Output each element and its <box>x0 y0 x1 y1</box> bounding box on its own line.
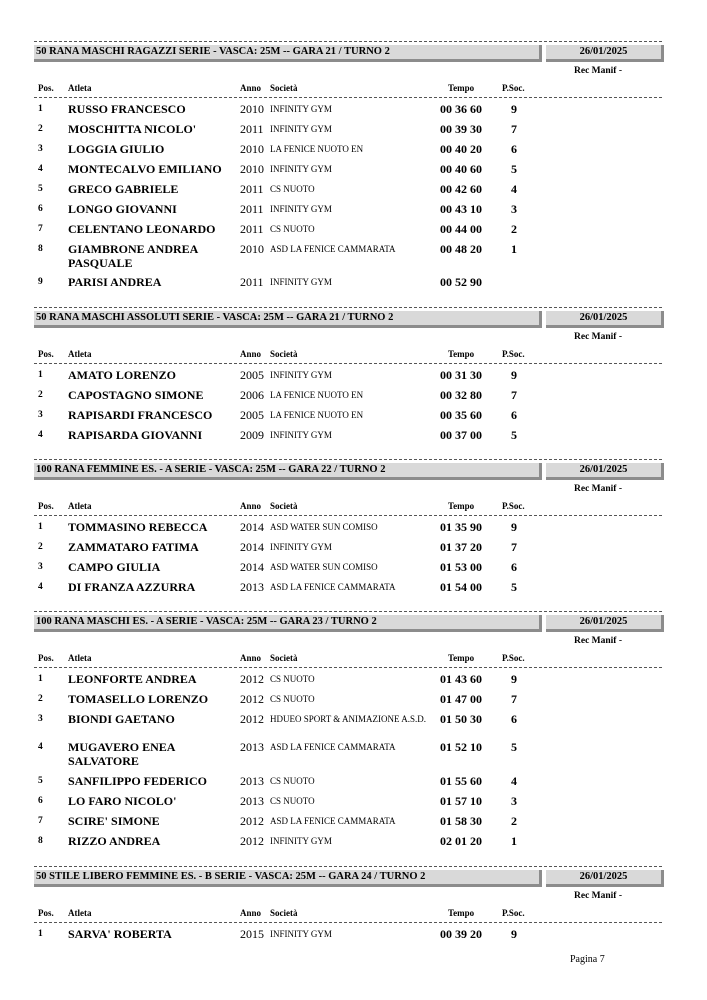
club-name: ASD LA FENICE CAMMARATA <box>270 582 396 592</box>
club-name: INFINITY GYM <box>270 124 332 134</box>
club-points: 9 <box>511 102 517 116</box>
position: 1 <box>38 674 43 684</box>
rec-manif-label: Rec Manif - <box>574 66 623 76</box>
athlete-name: PARISI ANDREA <box>68 275 162 289</box>
club-name: INFINITY GYM <box>270 370 332 380</box>
event-title: 50 STILE LIBERO FEMMINE ES. - B SERIE - VASCA: 25M -- GARA 24 / TURNO 2 <box>34 870 542 887</box>
athlete-name: SCIRE' SIMONE <box>68 814 160 828</box>
race-time: 00 40 20 <box>440 142 482 156</box>
race-time: 00 36 60 <box>440 102 482 116</box>
position: 3 <box>38 714 43 724</box>
race-time: 00 52 90 <box>440 275 482 289</box>
position: 1 <box>38 929 43 939</box>
birth-year: 2005 <box>240 368 264 382</box>
athlete-name: LOGGIA GIULIO <box>68 142 165 156</box>
birth-year: 2011 <box>240 182 264 196</box>
club-points: 4 <box>511 182 517 196</box>
position: 8 <box>38 836 43 846</box>
event-date: 26/01/2025 <box>546 311 664 328</box>
position: 3 <box>38 410 43 420</box>
birth-year: 2011 <box>240 122 264 136</box>
race-time: 00 48 20 <box>440 242 482 256</box>
athlete-name: DI FRANZA AZZURRA <box>68 580 196 594</box>
col-header-pos: Pos. <box>38 501 54 511</box>
athlete-name: MUGAVERO ENEA SALVATORE <box>68 740 175 768</box>
club-name: ASD WATER SUN COMISO <box>270 562 378 572</box>
position: 3 <box>38 144 43 154</box>
birth-year: 2012 <box>240 692 264 706</box>
club-name: CS NUOTO <box>270 184 315 194</box>
club-points: 9 <box>511 927 517 941</box>
col-header-societa: Società <box>270 501 298 511</box>
race-time: 01 58 30 <box>440 814 482 828</box>
col-header-societa: Società <box>270 83 298 93</box>
position: 4 <box>38 430 43 440</box>
col-header-psoc: P.Soc. <box>502 83 525 93</box>
col-header-atleta: Atleta <box>68 349 92 359</box>
birth-year: 2012 <box>240 814 264 828</box>
birth-year: 2013 <box>240 774 264 788</box>
col-header-psoc: P.Soc. <box>502 908 525 918</box>
page-number: Pagina 7 <box>570 954 605 965</box>
event-date: 26/01/2025 <box>546 615 664 632</box>
athlete-name: CELENTANO LEONARDO <box>68 222 216 236</box>
col-header-anno: Anno <box>240 83 262 93</box>
club-points: 7 <box>511 540 517 554</box>
position: 2 <box>38 390 43 400</box>
club-points: 2 <box>511 814 517 828</box>
divider <box>34 515 662 516</box>
birth-year: 2010 <box>240 142 264 156</box>
club-name: CS NUOTO <box>270 224 315 234</box>
club-points: 5 <box>511 428 517 442</box>
athlete-name: MONTECALVO EMILIANO <box>68 162 222 176</box>
race-time: 00 31 30 <box>440 368 482 382</box>
club-points: 7 <box>511 388 517 402</box>
birth-year: 2011 <box>240 275 264 289</box>
race-time: 01 54 00 <box>440 580 482 594</box>
divider <box>34 307 662 308</box>
col-header-pos: Pos. <box>38 653 54 663</box>
club-name: HDUEO SPORT & ANIMAZIONE A.S.D. <box>270 714 427 724</box>
birth-year: 2013 <box>240 794 264 808</box>
birth-year: 2010 <box>240 162 264 176</box>
position: 3 <box>38 562 43 572</box>
club-name: INFINITY GYM <box>270 430 332 440</box>
race-time: 01 53 00 <box>440 560 482 574</box>
position: 1 <box>38 104 43 114</box>
position: 7 <box>38 224 43 234</box>
col-header-tempo: Tempo <box>448 83 475 93</box>
rec-manif-label: Rec Manif - <box>574 332 623 342</box>
club-name: LA FENICE NUOTO EN <box>270 144 364 154</box>
col-header-anno: Anno <box>240 501 262 511</box>
col-header-atleta: Atleta <box>68 83 92 93</box>
athlete-name: GIAMBRONE ANDREA PASQUALE <box>68 242 198 270</box>
club-name: INFINITY GYM <box>270 164 332 174</box>
club-points: 9 <box>511 520 517 534</box>
rec-manif-label: Rec Manif - <box>574 891 623 901</box>
col-header-societa: Società <box>270 653 298 663</box>
col-header-tempo: Tempo <box>448 349 475 359</box>
col-header-psoc: P.Soc. <box>502 501 525 511</box>
club-points: 1 <box>511 242 517 256</box>
position: 2 <box>38 542 43 552</box>
race-time: 01 37 20 <box>440 540 482 554</box>
club-points: 5 <box>511 740 517 754</box>
athlete-name: MOSCHITTA NICOLO' <box>68 122 197 136</box>
divider <box>34 363 662 364</box>
col-header-societa: Società <box>270 349 298 359</box>
athlete-name: CAMPO GIULIA <box>68 560 161 574</box>
race-time: 01 52 10 <box>440 740 482 754</box>
birth-year: 2011 <box>240 202 264 216</box>
position: 8 <box>38 244 43 254</box>
birth-year: 2005 <box>240 408 264 422</box>
club-points: 3 <box>511 794 517 808</box>
col-header-tempo: Tempo <box>448 908 475 918</box>
birth-year: 2006 <box>240 388 264 402</box>
divider <box>34 922 662 923</box>
club-points: 6 <box>511 712 517 726</box>
athlete-name: CAPOSTAGNO SIMONE <box>68 388 204 402</box>
race-time: 01 57 10 <box>440 794 482 808</box>
race-time: 00 39 30 <box>440 122 482 136</box>
position: 1 <box>38 370 43 380</box>
athlete-name: RAPISARDA GIOVANNI <box>68 428 203 442</box>
position: 5 <box>38 776 43 786</box>
club-name: LA FENICE NUOTO EN <box>270 410 364 420</box>
club-name: ASD LA FENICE CAMMARATA <box>270 816 396 826</box>
club-points: 2 <box>511 222 517 236</box>
position: 4 <box>38 742 43 752</box>
club-name: INFINITY GYM <box>270 542 332 552</box>
col-header-atleta: Atleta <box>68 653 92 663</box>
club-name: INFINITY GYM <box>270 277 332 287</box>
position: 5 <box>38 184 43 194</box>
position: 9 <box>38 277 43 287</box>
col-header-pos: Pos. <box>38 908 54 918</box>
race-time: 01 43 60 <box>440 672 482 686</box>
col-header-atleta: Atleta <box>68 501 92 511</box>
position: 4 <box>38 164 43 174</box>
col-header-anno: Anno <box>240 349 262 359</box>
club-points: 4 <box>511 774 517 788</box>
birth-year: 2015 <box>240 927 264 941</box>
club-points: 5 <box>511 580 517 594</box>
club-name: CS NUOTO <box>270 796 315 806</box>
birth-year: 2011 <box>240 222 264 236</box>
race-time: 01 47 00 <box>440 692 482 706</box>
club-name: CS NUOTO <box>270 776 315 786</box>
athlete-name: LONGO GIOVANNI <box>68 202 177 216</box>
club-name: LA FENICE NUOTO EN <box>270 390 364 400</box>
birth-year: 2013 <box>240 740 264 754</box>
birth-year: 2010 <box>240 102 264 116</box>
club-name: INFINITY GYM <box>270 204 332 214</box>
club-points: 6 <box>511 408 517 422</box>
race-time: 00 44 00 <box>440 222 482 236</box>
athlete-name: GRECO GABRIELE <box>68 182 179 196</box>
club-name: ASD LA FENICE CAMMARATA <box>270 244 396 254</box>
race-time: 00 42 60 <box>440 182 482 196</box>
position: 6 <box>38 796 43 806</box>
club-points: 9 <box>511 672 517 686</box>
col-header-anno: Anno <box>240 653 262 663</box>
divider <box>34 459 662 460</box>
birth-year: 2014 <box>240 520 264 534</box>
club-points: 7 <box>511 692 517 706</box>
athlete-name: LEONFORTE ANDREA <box>68 672 197 686</box>
birth-year: 2012 <box>240 834 264 848</box>
club-name: ASD WATER SUN COMISO <box>270 522 378 532</box>
athlete-name: ZAMMATARO FATIMA <box>68 540 199 554</box>
athlete-name: SANFILIPPO FEDERICO <box>68 774 208 788</box>
athlete-name: AMATO LORENZO <box>68 368 176 382</box>
race-time: 00 40 60 <box>440 162 482 176</box>
club-name: INFINITY GYM <box>270 929 332 939</box>
club-name: INFINITY GYM <box>270 104 332 114</box>
birth-year: 2014 <box>240 560 264 574</box>
position: 4 <box>38 582 43 592</box>
athlete-name: LO FARO NICOLO' <box>68 794 177 808</box>
athlete-name: TOMASELLO LORENZO <box>68 692 209 706</box>
rec-manif-label: Rec Manif - <box>574 636 623 646</box>
divider <box>34 97 662 98</box>
col-header-atleta: Atleta <box>68 908 92 918</box>
event-title: 100 RANA FEMMINE ES. - A SERIE - VASCA: 25M -- GARA 22 / TURNO 2 <box>34 463 542 480</box>
col-header-anno: Anno <box>240 908 262 918</box>
position: 1 <box>38 522 43 532</box>
event-date: 26/01/2025 <box>546 870 664 887</box>
athlete-name: BIONDI GAETANO <box>68 712 175 726</box>
race-time: 01 35 90 <box>440 520 482 534</box>
race-time: 00 39 20 <box>440 927 482 941</box>
col-header-psoc: P.Soc. <box>502 653 525 663</box>
birth-year: 2012 <box>240 712 264 726</box>
athlete-name: SARVA' ROBERTA <box>68 927 172 941</box>
race-time: 00 35 60 <box>440 408 482 422</box>
position: 2 <box>38 694 43 704</box>
athlete-name: TOMMASINO REBECCA <box>68 520 208 534</box>
birth-year: 2012 <box>240 672 264 686</box>
club-name: INFINITY GYM <box>270 836 332 846</box>
divider <box>34 667 662 668</box>
divider <box>34 41 662 42</box>
race-time: 00 37 00 <box>440 428 482 442</box>
club-points: 7 <box>511 122 517 136</box>
event-title: 50 RANA MASCHI RAGAZZI SERIE - VASCA: 25M -- GARA 21 / TURNO 2 <box>34 45 542 62</box>
event-date: 26/01/2025 <box>546 463 664 480</box>
position: 2 <box>38 124 43 134</box>
race-time: 02 01 20 <box>440 834 482 848</box>
club-points: 6 <box>511 560 517 574</box>
event-date: 26/01/2025 <box>546 45 664 62</box>
athlete-name: RUSSO FRANCESCO <box>68 102 186 116</box>
col-header-pos: Pos. <box>38 83 54 93</box>
race-time: 01 50 30 <box>440 712 482 726</box>
club-name: ASD LA FENICE CAMMARATA <box>270 742 396 752</box>
club-name: CS NUOTO <box>270 694 315 704</box>
club-points: 1 <box>511 834 517 848</box>
race-time: 00 32 80 <box>440 388 482 402</box>
birth-year: 2014 <box>240 540 264 554</box>
athlete-name: RAPISARDI FRANCESCO <box>68 408 213 422</box>
col-header-tempo: Tempo <box>448 501 475 511</box>
col-header-psoc: P.Soc. <box>502 349 525 359</box>
race-time: 00 43 10 <box>440 202 482 216</box>
club-points: 3 <box>511 202 517 216</box>
event-title: 100 RANA MASCHI ES. - A SERIE - VASCA: 25M -- GARA 23 / TURNO 2 <box>34 615 542 632</box>
club-points: 9 <box>511 368 517 382</box>
birth-year: 2010 <box>240 242 264 256</box>
event-title: 50 RANA MASCHI ASSOLUTI SERIE - VASCA: 25M -- GARA 21 / TURNO 2 <box>34 311 542 328</box>
athlete-name: RIZZO ANDREA <box>68 834 161 848</box>
rec-manif-label: Rec Manif - <box>574 484 623 494</box>
col-header-societa: Società <box>270 908 298 918</box>
club-name: CS NUOTO <box>270 674 315 684</box>
col-header-pos: Pos. <box>38 349 54 359</box>
club-points: 6 <box>511 142 517 156</box>
birth-year: 2013 <box>240 580 264 594</box>
position: 6 <box>38 204 43 214</box>
race-time: 01 55 60 <box>440 774 482 788</box>
divider <box>34 866 662 867</box>
club-points: 5 <box>511 162 517 176</box>
col-header-tempo: Tempo <box>448 653 475 663</box>
birth-year: 2009 <box>240 428 264 442</box>
position: 7 <box>38 816 43 826</box>
divider <box>34 611 662 612</box>
